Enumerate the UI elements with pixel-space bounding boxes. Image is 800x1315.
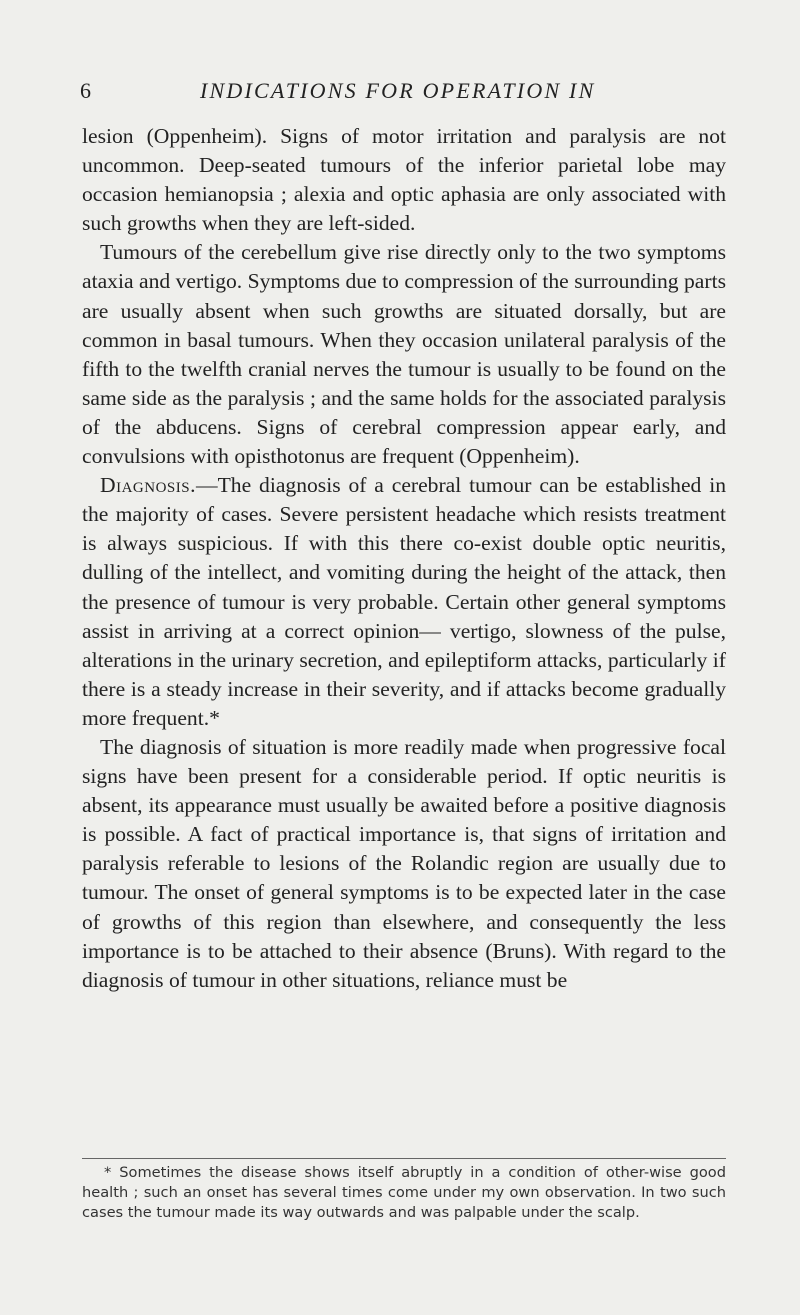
paragraph-4: The diagnosis of situation is more readily made when progressive focal signs have been present for a considerable period. If optic neuritis is absent, its appearance must usually be awaited before a positive diagnosis is possible. A fact of practical importance is, that signs of irritation and paralysis referable to lesions of the Rolandic region are usually due to tumour. The onset of general symptoms is to be expected later in the case of growths of this region than elsewhere, and consequently the less importance is to be attached to their absence (Bruns). With regard to the diagnosis of tumour in other situations, reliance must be	[82, 734, 726, 992]
page-number: 6	[80, 78, 93, 103]
running-head	[80, 78, 700, 108]
footnote: * Sometimes the disease shows itself abruptly in a condition of other-wise good health ; such an onset has several times come under my own observation. In two such cases the tumour made its way outwards and was palpable under the scalp.	[82, 1164, 726, 1221]
paragraph-1: lesion (Oppenheim). Signs of motor irritation and paralysis are not uncommon. Deep-seated tumours of the inferior parietal lobe may occasion hemianopsia ; alexia and optic aphasia are only associated with such growths when they are left-sided.	[82, 124, 726, 236]
footnote-rule	[82, 1158, 726, 1159]
paragraph-2: Tumours of the cerebellum give rise directly only to the two symptoms ataxia and vertigo. Symptoms due to compression of the surrounding parts are usually absent when such growths are situated dorsally, but are common in basal tumours. When they occasion unilateral paralysis of the fifth to the twelfth cranial nerves the tumour is usually to be found on the same side as the paralysis ; and the same holds for the associated paralysis of the abducens. Signs of cerebral compression appear early, and convulsions with opisthotonus are frequent (Oppenheim).	[82, 240, 726, 469]
running-title: INDICATIONS FOR OPERATION IN	[200, 78, 596, 103]
body-text	[82, 122, 726, 995]
paragraph-3-text: —The diagnosis of a cerebral tumour can be established in the majority of cases. Severe persistent headache which resists treatment is always suspicious. If with this there co-exist double optic neuritis, dulling of the intellect, and vomiting during the height of the attack, then the presence of tumour is very probable. Certain other general symptoms assist in arriving at a correct opinion— vertigo, slowness of the pulse, alterations in the urinary secretion, and epileptiform attacks, particularly if there is a steady increase in their severity, and if attacks become gradually more frequent.*	[82, 473, 726, 730]
paragraph-3	[82, 471, 726, 733]
section-heading-diagnosis: Diagnosis.	[100, 473, 196, 498]
